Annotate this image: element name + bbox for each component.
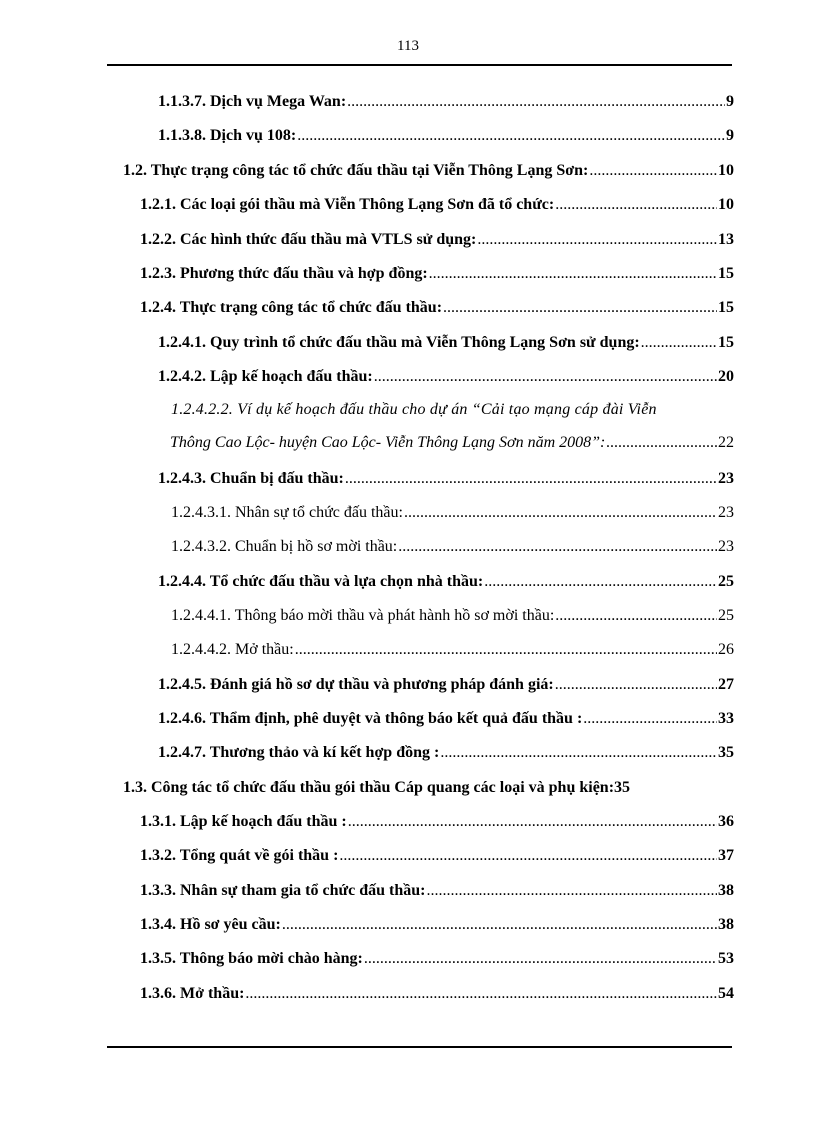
toc-entry-label: 1.2.4.2.2. Ví dụ kế hoạch đấu thầu cho dự án “Cải tạo mạng cáp đài Viễn bbox=[171, 401, 657, 418]
toc-leader-dots bbox=[297, 126, 725, 146]
toc-leader-dots bbox=[398, 537, 717, 557]
toc-leader-dots bbox=[641, 333, 717, 353]
toc-entry-label: 1.2.4.6. Thẩm định, phê duyệt và thông báo kết quả đấu thầu : bbox=[158, 710, 583, 727]
toc-entry-label: 1.3. Công tác tổ chức đấu thầu gói thầu Cáp quang các loại và phụ kiện: bbox=[123, 779, 615, 796]
toc-entry-label: 1.2.4.3. Chuẩn bị đấu thầu: bbox=[158, 470, 344, 487]
toc-leader-dots bbox=[364, 949, 717, 969]
toc-entry[interactable] bbox=[171, 503, 734, 523]
toc-entry-page: 35 bbox=[614, 779, 631, 796]
toc-entry[interactable] bbox=[140, 984, 734, 1004]
toc-entry-label: 1.2.4. Thực trạng công tác tổ chức đấu thầu: bbox=[140, 299, 443, 316]
toc-entry[interactable] bbox=[158, 333, 734, 353]
toc-leader-dots bbox=[555, 195, 717, 215]
toc-entry[interactable] bbox=[140, 298, 734, 318]
toc-entry[interactable] bbox=[171, 537, 734, 557]
toc-entry-label: 1.2.4.4. Tổ chức đấu thầu và lựa chọn nhà thầu: bbox=[158, 573, 484, 590]
toc-leader-dots bbox=[429, 264, 717, 284]
toc-entry-label: 1.2. Thực trạng công tác tổ chức đấu thầu tại Viễn Thông Lạng Sơn: bbox=[123, 162, 589, 179]
toc-entry-page: 10 bbox=[718, 196, 734, 213]
toc-entry-page: 15 bbox=[718, 299, 734, 316]
toc-entry-page: 10 bbox=[718, 162, 734, 179]
toc-entry-page: 15 bbox=[718, 334, 734, 351]
toc-entry-page: 22 bbox=[718, 434, 734, 451]
toc-entry-label: 1.2.4.4.2. Mở thầu: bbox=[171, 641, 294, 658]
toc-entry[interactable] bbox=[158, 572, 734, 592]
toc-leader-dots bbox=[426, 881, 717, 901]
toc-entry[interactable] bbox=[171, 606, 734, 626]
toc-entry[interactable] bbox=[123, 778, 734, 798]
toc-entry-label: 1.2.4.2. Lập kế hoạch đấu thầu: bbox=[158, 368, 373, 385]
toc-entry[interactable] bbox=[158, 469, 734, 489]
toc-leader-dots bbox=[345, 469, 717, 489]
toc-entry[interactable] bbox=[171, 640, 734, 660]
toc-leader-dots bbox=[404, 503, 717, 523]
toc-entry-label: 1.2.2. Các hình thức đấu thầu mà VTLS sử dụng: bbox=[140, 231, 477, 248]
toc-entry-page: 20 bbox=[718, 368, 734, 385]
toc-leader-dots bbox=[295, 640, 717, 660]
toc-entry-label: 1.3.2. Tổng quát về gói thầu : bbox=[140, 847, 339, 864]
toc-entry-label: 1.2.3. Phương thức đấu thầu và hợp đồng: bbox=[140, 265, 428, 282]
toc-entry-label: 1.1.3.8. Dịch vụ 108: bbox=[158, 127, 297, 144]
toc-leader-dots bbox=[484, 572, 717, 592]
toc-leader-dots bbox=[282, 915, 717, 935]
footer-rule bbox=[107, 1046, 732, 1048]
page-number: 113 bbox=[397, 38, 419, 54]
toc-entry-label: 1.3.1. Lập kế hoạch đấu thầu : bbox=[140, 813, 347, 830]
toc-entry[interactable] bbox=[140, 195, 734, 215]
toc-entry-label: 1.2.4.1. Quy trình tổ chức đấu thầu mà Viễn Thông Lạng Sơn sử dụng: bbox=[158, 334, 640, 351]
toc-entry-label: 1.2.1. Các loại gói thầu mà Viễn Thông Lạng Sơn đã tổ chức: bbox=[140, 196, 555, 213]
toc-entry-page: 23 bbox=[718, 504, 734, 521]
toc-leader-dots bbox=[245, 984, 717, 1004]
toc-entry[interactable] bbox=[158, 743, 734, 763]
toc-leader-dots bbox=[477, 230, 717, 250]
toc-leader-dots bbox=[555, 606, 717, 626]
toc-entry[interactable] bbox=[158, 367, 734, 387]
toc-entry[interactable] bbox=[140, 230, 734, 250]
toc-entry-label: 1.2.4.7. Thương thảo và kí kết hợp đồng : bbox=[158, 744, 440, 761]
toc-entry[interactable] bbox=[158, 126, 734, 146]
toc-leader-dots bbox=[443, 298, 717, 318]
toc-entry-page: 38 bbox=[718, 882, 734, 899]
toc-entry[interactable] bbox=[123, 161, 734, 181]
toc-entry-label-continued: Thông Cao Lộc- huyện Cao Lộc- Viễn Thông Lạng Sơn năm 2008”: bbox=[170, 434, 606, 451]
toc-leader-dots bbox=[606, 433, 717, 453]
toc-entry-page: 38 bbox=[718, 916, 734, 933]
toc-entry-page: 23 bbox=[718, 538, 734, 555]
toc-entry[interactable] bbox=[140, 915, 734, 935]
toc-leader-dots bbox=[583, 709, 717, 729]
toc-entry[interactable] bbox=[158, 92, 734, 112]
toc-entry-page: 26 bbox=[718, 641, 734, 658]
toc-entry-page: 33 bbox=[718, 710, 734, 727]
toc-leader-dots bbox=[347, 92, 725, 112]
toc-leader-dots bbox=[440, 743, 717, 763]
toc-entry-page: 25 bbox=[718, 607, 734, 624]
toc-entry[interactable] bbox=[158, 675, 734, 695]
toc-entry-page: 25 bbox=[718, 573, 734, 590]
toc-entry-page: 9 bbox=[726, 93, 734, 110]
toc-entry-label: 1.2.4.3.2. Chuẩn bị hồ sơ mời thầu: bbox=[171, 538, 398, 555]
toc-entry-page: 15 bbox=[718, 265, 734, 282]
toc-entry-page: 27 bbox=[718, 676, 734, 693]
header-rule bbox=[107, 64, 732, 66]
toc-entry[interactable] bbox=[140, 846, 734, 866]
toc-entry[interactable] bbox=[140, 949, 734, 969]
toc-entry-label: 1.3.6. Mở thầu: bbox=[140, 985, 245, 1002]
toc-entry-label: 1.2.4.5. Đánh giá hồ sơ dự thầu và phương pháp đánh giá: bbox=[158, 676, 554, 693]
toc-entry-label: 1.2.4.3.1. Nhân sự tổ chức đấu thầu: bbox=[171, 504, 403, 521]
toc-entry-page: 9 bbox=[726, 127, 734, 144]
toc-leader-dots bbox=[374, 367, 717, 387]
toc-entry-page: 37 bbox=[718, 847, 734, 864]
toc-entry-page: 53 bbox=[718, 950, 734, 967]
toc-leader-dots bbox=[339, 846, 717, 866]
toc-entry-page: 35 bbox=[718, 744, 734, 761]
toc-entry-label: 1.2.4.4.1. Thông báo mời thầu và phát hành hồ sơ mời thầu: bbox=[171, 607, 555, 624]
toc-entry[interactable] bbox=[140, 264, 734, 284]
toc-entry-page: 54 bbox=[718, 985, 734, 1002]
toc-entry-page: 13 bbox=[718, 231, 734, 248]
toc-entry[interactable] bbox=[140, 881, 734, 901]
toc-leader-dots bbox=[589, 161, 717, 181]
toc-entry-page: 23 bbox=[718, 470, 734, 487]
toc-entry-label: 1.3.5. Thông báo mời chào hàng: bbox=[140, 950, 363, 967]
toc-entry-page: 36 bbox=[718, 813, 734, 830]
toc-entry-label: 1.3.4. Hồ sơ yêu cầu: bbox=[140, 916, 281, 933]
toc-entry[interactable] bbox=[158, 709, 734, 729]
toc-leader-dots bbox=[348, 812, 717, 832]
toc-entry-label: 1.1.3.7. Dịch vụ Mega Wan: bbox=[158, 93, 347, 110]
toc-entry[interactable] bbox=[140, 812, 734, 832]
toc-entry-label: 1.3.3. Nhân sự tham gia tổ chức đấu thầu: bbox=[140, 882, 426, 899]
toc-entry[interactable] bbox=[171, 400, 734, 453]
toc-leader-dots bbox=[555, 675, 717, 695]
